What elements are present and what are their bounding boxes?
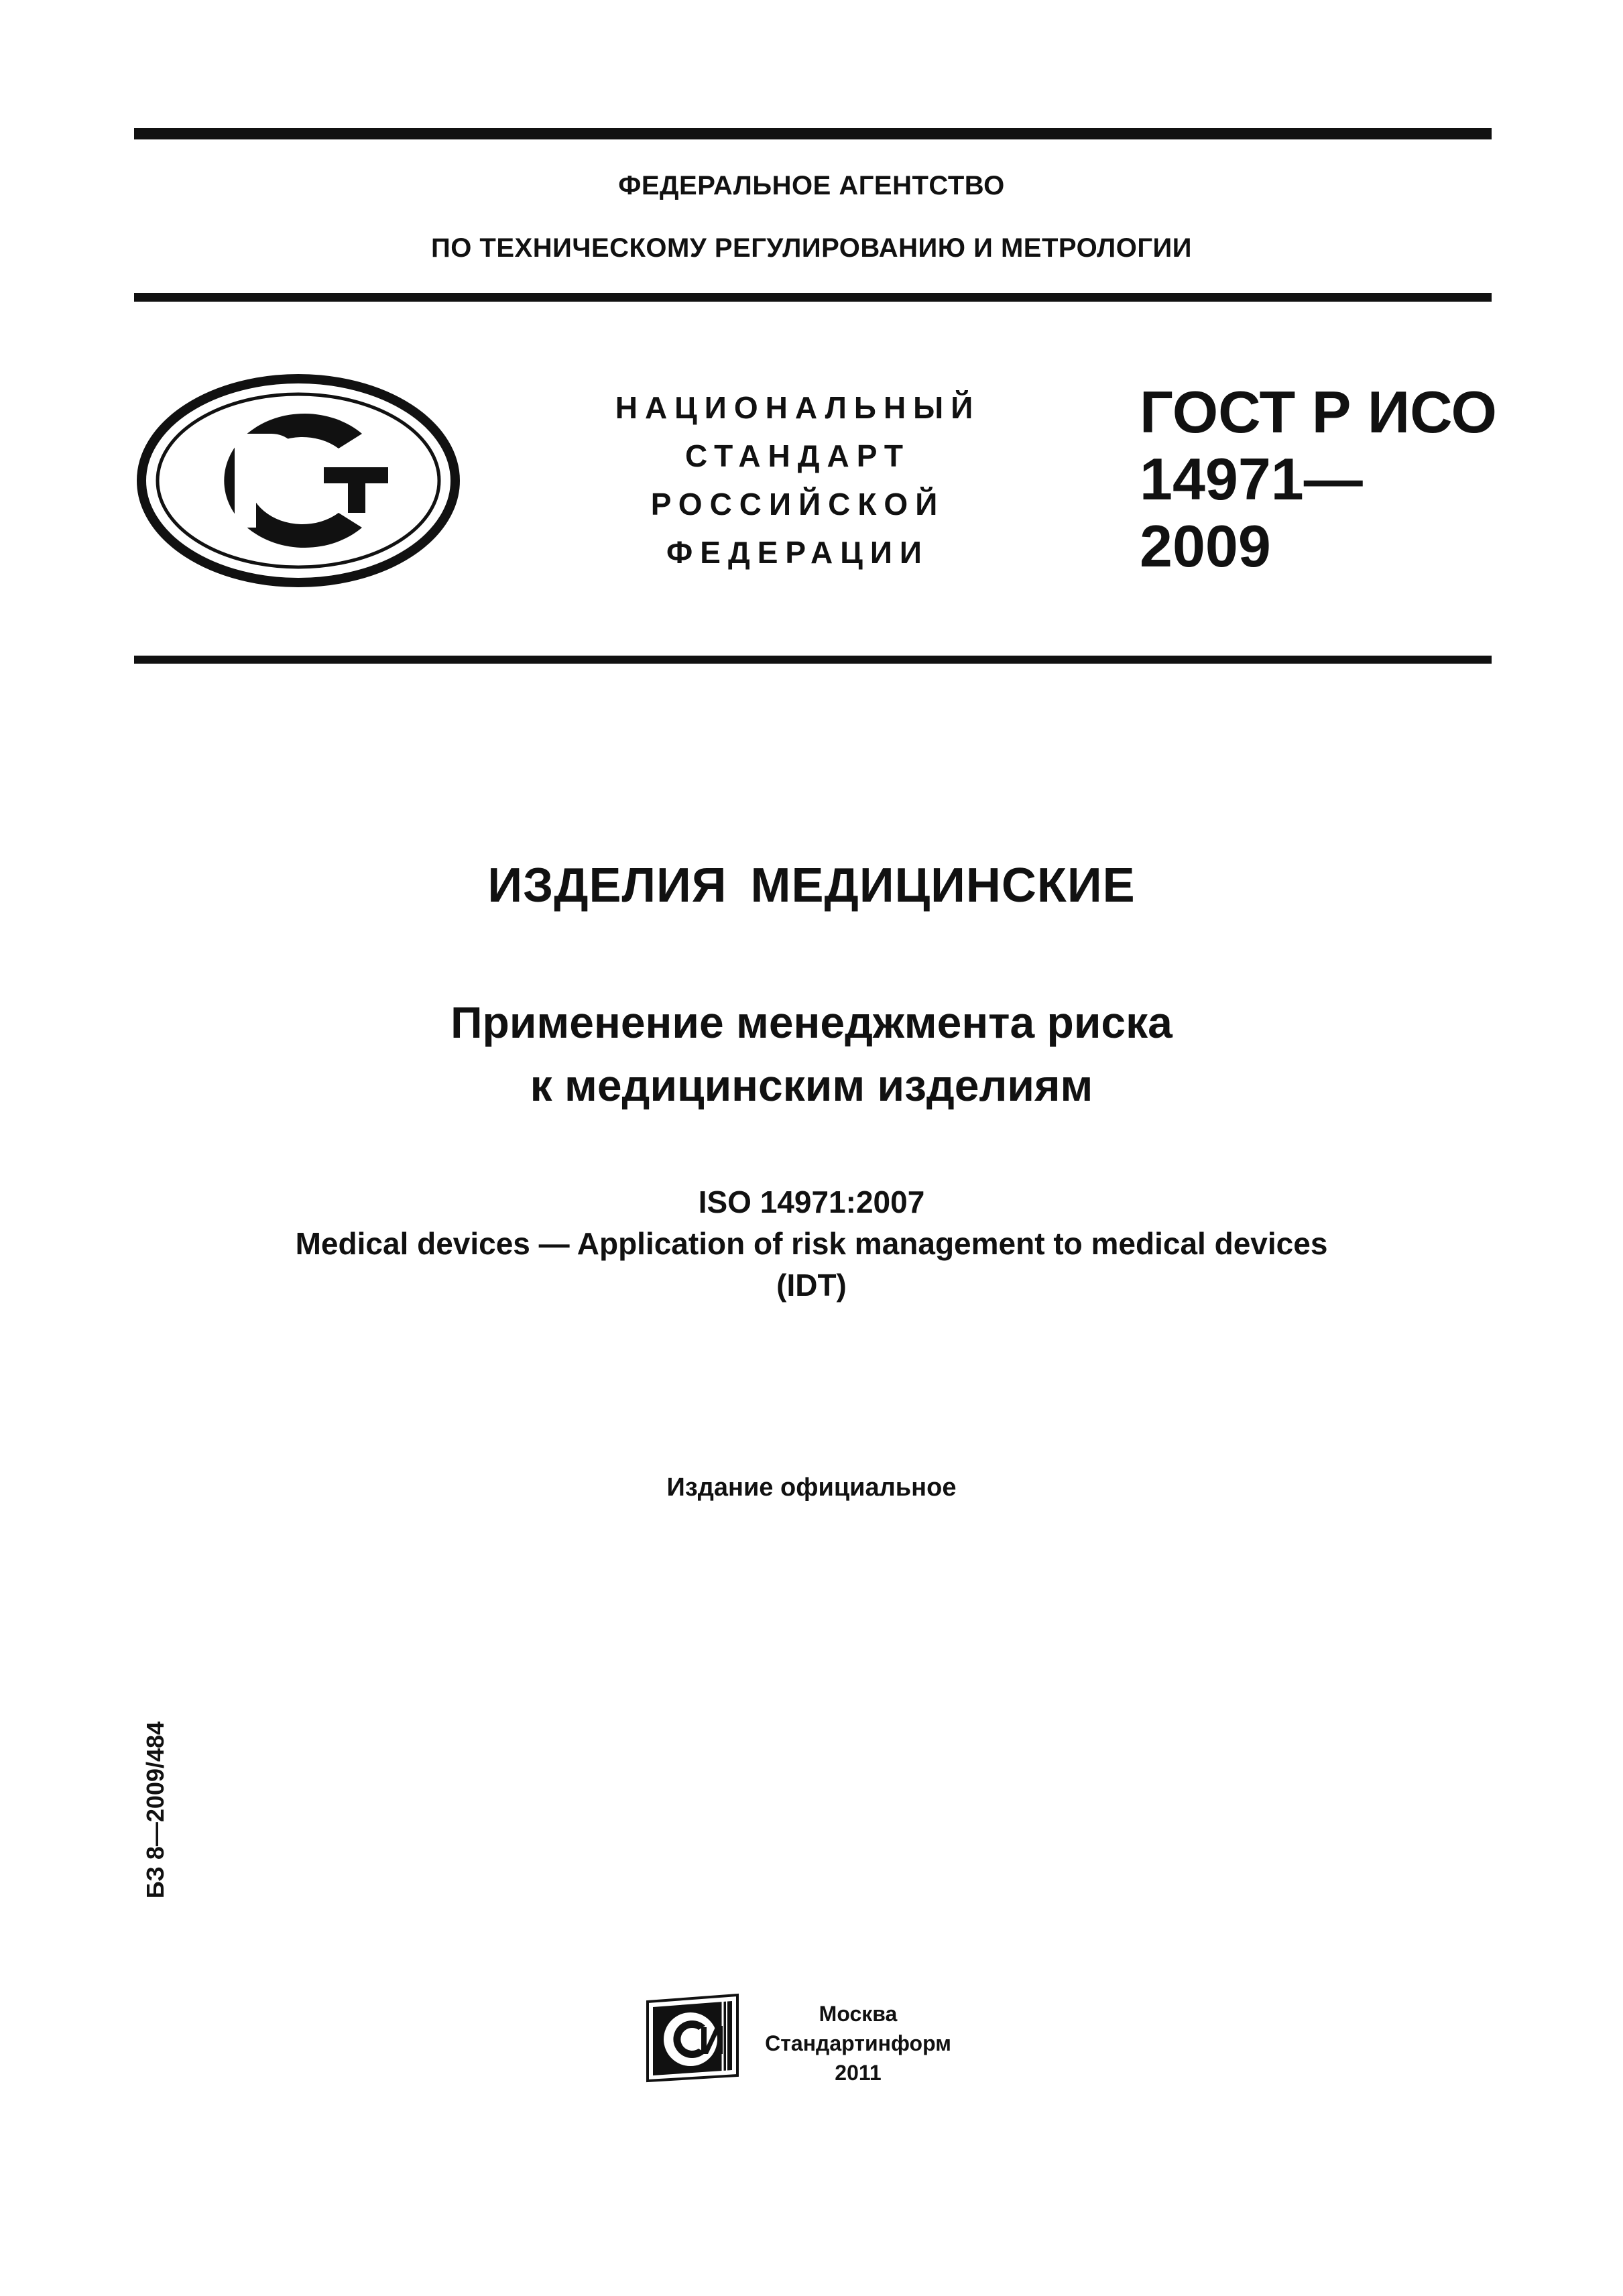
- designation-line-2: 14971—: [1140, 446, 1363, 512]
- agency-line-1: ФЕДЕРАЛЬНОЕ АГЕНТСТВО: [618, 171, 1005, 200]
- publisher-block: [758, 1999, 959, 2088]
- iso-code: ISO 14971:2007: [698, 1185, 925, 1219]
- publisher-city: Москва: [819, 2002, 898, 2026]
- national-standard-label: [577, 383, 1019, 577]
- middle-rule: [134, 293, 1492, 302]
- national-line-2: СТАНДАРТ: [685, 438, 910, 473]
- iso-english-title: Medical devices — Application of risk management to medical devices: [295, 1226, 1328, 1261]
- top-rule: [134, 128, 1492, 139]
- publisher-year: 2011: [835, 2061, 882, 2085]
- subtitle-line-2: к медицинским изделиям: [530, 1061, 1093, 1110]
- national-line-1: НАЦИОНАЛЬНЫЙ: [615, 390, 981, 425]
- agency-line-2: ПО ТЕХНИЧЕСКОМУ РЕГУЛИРОВАНИЮ И МЕТРОЛОГИИ: [430, 233, 1193, 263]
- designation-line-1: ГОСТ Р ИСО: [1140, 379, 1497, 445]
- subtitle-line-1: Применение менеджмента риска: [450, 998, 1173, 1047]
- document-subtitle: [0, 991, 1623, 1117]
- bottom-rule: [134, 656, 1492, 664]
- standartinform-logo-icon: [644, 1992, 744, 2083]
- national-line-3: РОССИЙСКОЙ: [650, 487, 945, 522]
- standard-designation: [1140, 379, 1497, 580]
- edition-label: Издание официальное: [666, 1473, 957, 1502]
- side-code: БЗ 8—2009/484: [141, 1721, 169, 1899]
- designation-line-3: 2009: [1140, 513, 1271, 579]
- iso-degree: (IDT): [776, 1268, 847, 1303]
- national-line-4: ФЕДЕРАЦИИ: [666, 535, 929, 570]
- rst-certification-logo-icon: [134, 370, 463, 591]
- publisher-name: Стандартинформ: [765, 2031, 951, 2055]
- iso-reference: [0, 1181, 1623, 1306]
- document-title: ИЗДЕЛИЯ МЕДИЦИНСКИЕ: [487, 859, 1136, 912]
